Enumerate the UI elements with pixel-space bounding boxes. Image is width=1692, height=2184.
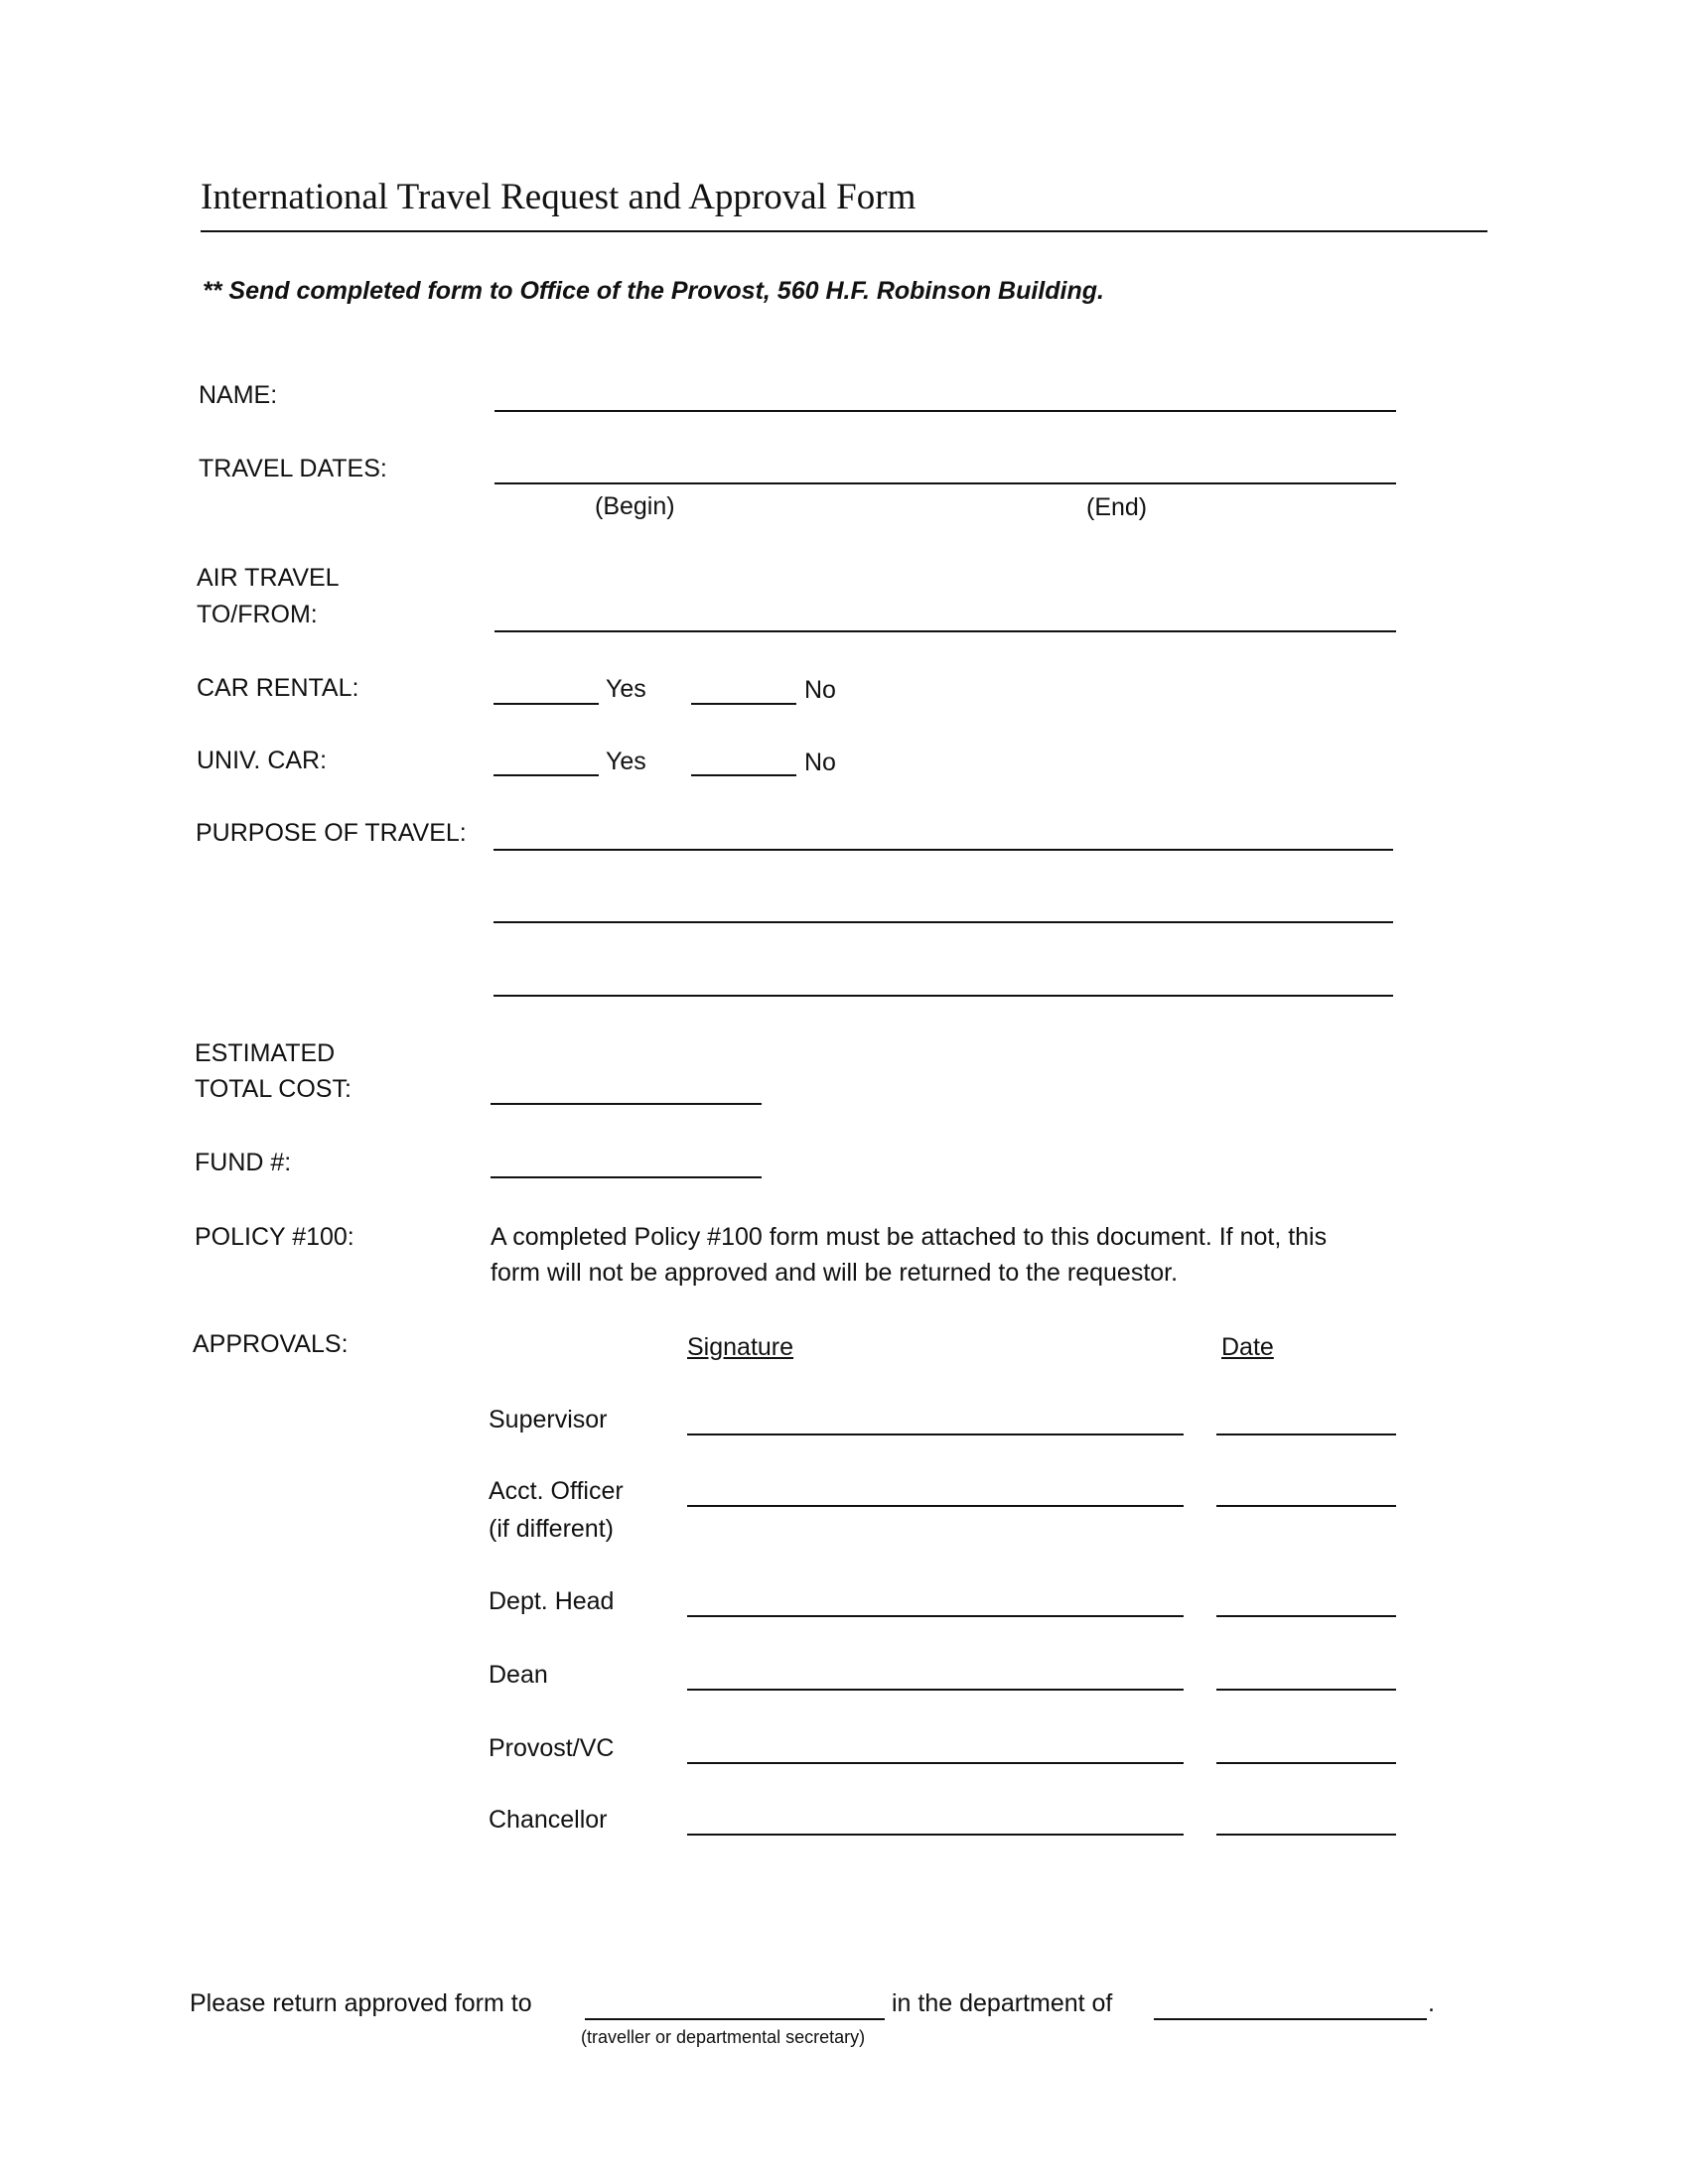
title-divider (201, 230, 1487, 232)
dean-signature-field[interactable] (687, 1689, 1184, 1691)
acct-officer-note: (if different) (489, 1515, 614, 1543)
univ-car-no-label: No (804, 749, 836, 776)
acct-officer-date-field[interactable] (1216, 1505, 1396, 1507)
form-title: International Travel Request and Approval Form (201, 177, 916, 217)
car-rental-yes-field[interactable] (494, 703, 599, 705)
travel-dates-field[interactable] (494, 482, 1396, 484)
provost-date-field[interactable] (1216, 1762, 1396, 1764)
return-to-field[interactable] (585, 2018, 885, 2020)
chancellor-signature-field[interactable] (687, 1834, 1184, 1836)
estimated-cost-label: ESTIMATED (195, 1039, 336, 1067)
air-travel-label-2: TO/FROM: (197, 601, 318, 628)
supervisor-date-field[interactable] (1216, 1433, 1396, 1435)
date-header: Date (1221, 1333, 1274, 1361)
univ-car-yes-field[interactable] (494, 774, 599, 776)
fund-field[interactable] (491, 1176, 762, 1178)
acct-officer-signature-field[interactable] (687, 1505, 1184, 1507)
air-travel-field[interactable] (494, 630, 1396, 632)
chancellor-date-field[interactable] (1216, 1834, 1396, 1836)
car-rental-label: CAR RENTAL: (197, 674, 359, 702)
approval-row-label: Supervisor (489, 1406, 608, 1433)
return-to-note: (traveller or departmental secretary) (581, 2027, 866, 2047)
begin-label: (Begin) (595, 492, 675, 520)
provost-signature-field[interactable] (687, 1762, 1184, 1764)
univ-car-no-field[interactable] (691, 774, 796, 776)
approval-row-label: Chancellor (489, 1806, 608, 1834)
footer-text-2: in the department of (892, 1989, 1113, 2017)
car-rental-no-label: No (804, 676, 836, 704)
approval-row-label: Provost/VC (489, 1734, 615, 1762)
signature-header: Signature (687, 1333, 794, 1361)
travel-dates-label: TRAVEL DATES: (199, 455, 387, 482)
dean-date-field[interactable] (1216, 1689, 1396, 1691)
end-label: (End) (1086, 493, 1148, 521)
instruction-note: ** Send completed form to Office of the Provost, 560 H.F. Robinson Building. (203, 277, 1104, 305)
car-rental-no-field[interactable] (691, 703, 796, 705)
footer-text: Please return approved form to (190, 1989, 532, 2017)
air-travel-label: AIR TRAVEL (197, 564, 340, 592)
purpose-field-2[interactable] (494, 921, 1393, 923)
purpose-label: PURPOSE OF TRAVEL: (196, 819, 467, 847)
department-field[interactable] (1154, 2018, 1427, 2020)
footer-period: . (1428, 1989, 1435, 2017)
estimated-cost-label-2: TOTAL COST: (195, 1075, 352, 1103)
univ-car-label: UNIV. CAR: (197, 747, 328, 774)
approval-row-label: Acct. Officer (489, 1477, 624, 1505)
policy-text-2: form will not be approved and will be returned to the requestor. (491, 1259, 1179, 1287)
approvals-label: APPROVALS: (193, 1330, 349, 1358)
estimated-cost-field[interactable] (491, 1103, 762, 1105)
policy-label: POLICY #100: (195, 1223, 354, 1251)
purpose-field-3[interactable] (494, 995, 1393, 997)
approval-row-label: Dean (489, 1661, 548, 1689)
purpose-field-1[interactable] (494, 849, 1393, 851)
dept-head-signature-field[interactable] (687, 1615, 1184, 1617)
name-field[interactable] (494, 410, 1396, 412)
approval-row-label: Dept. Head (489, 1587, 615, 1615)
car-rental-yes-label: Yes (606, 675, 646, 703)
dept-head-date-field[interactable] (1216, 1615, 1396, 1617)
fund-label: FUND #: (195, 1149, 292, 1176)
supervisor-signature-field[interactable] (687, 1433, 1184, 1435)
policy-text-1: A completed Policy #100 form must be attached to this document. If not, this (491, 1223, 1328, 1251)
name-label: NAME: (199, 381, 278, 409)
univ-car-yes-label: Yes (606, 748, 646, 775)
